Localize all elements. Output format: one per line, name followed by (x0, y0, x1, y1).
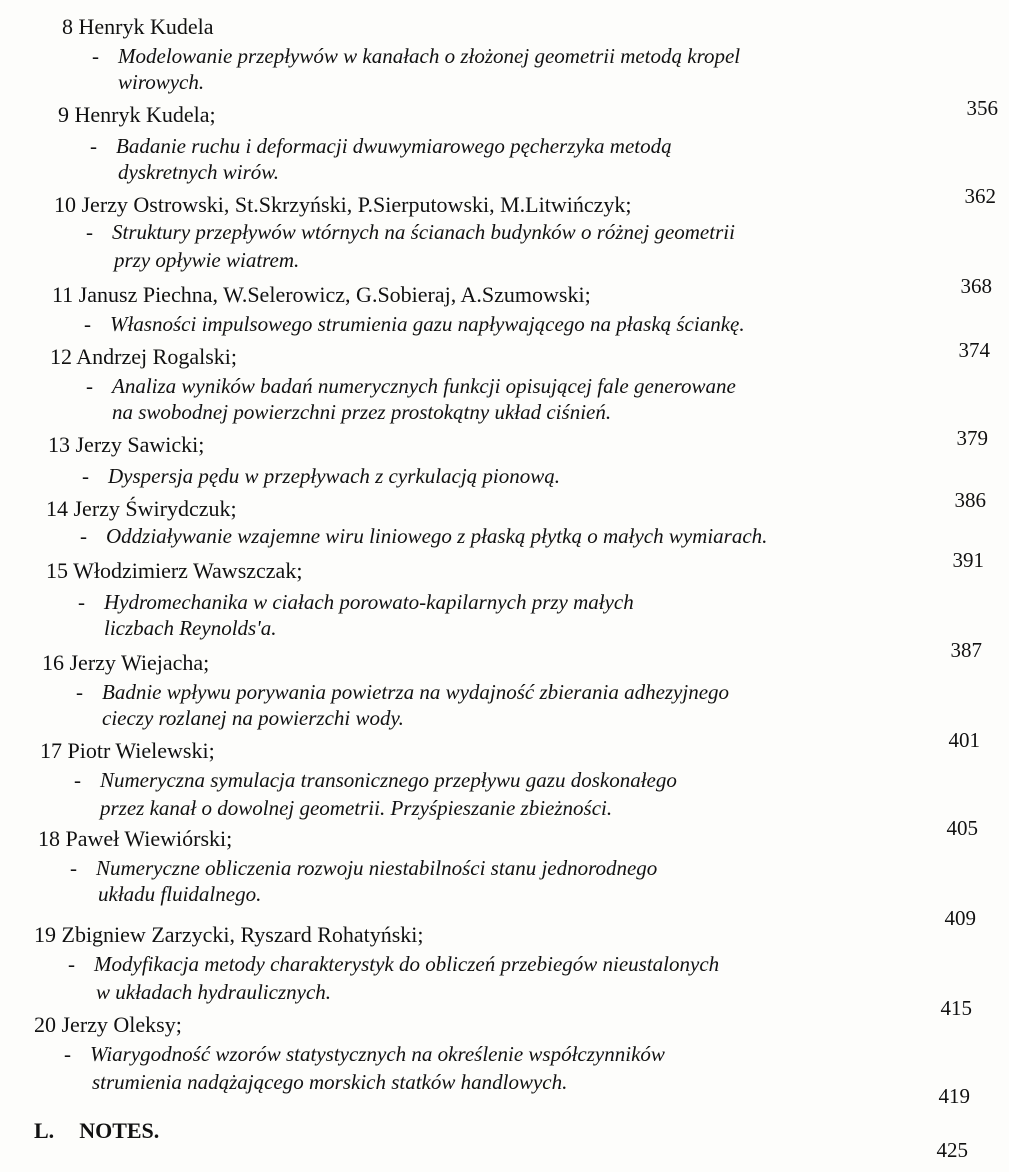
dash: - (82, 464, 89, 488)
title-text: Numeryczne obliczenia rozwoju niestabilności stanu jednorodnego (96, 856, 658, 880)
page-number: 386 (954, 488, 986, 512)
dash: - (74, 768, 81, 792)
page-number: 409 (944, 906, 976, 930)
title-text: Struktury przepływów wtórnych na ścianach budynków o różnej geometrii (112, 220, 735, 244)
title-text: Numeryczna symulacja transonicznego przepływu gazu doskonałego (100, 768, 677, 792)
page-number: 387 (950, 638, 982, 662)
entry-title-line (80, 524, 767, 549)
section-title: NOTES. (79, 1118, 160, 1143)
dash: - (68, 952, 75, 976)
dash: - (86, 220, 93, 244)
entry-author: 8 Henryk Kudela (62, 14, 214, 39)
entry-author: 10 Jerzy Ostrowski, St.Skrzyński, P.Sierputowski, M.Litwińczyk; (54, 192, 632, 217)
dash: - (76, 680, 83, 704)
entry-title-line: strumienia nadążającego morskich statków handlowych. (92, 1070, 568, 1094)
section-letter: L. (34, 1118, 55, 1143)
entry-title-line: liczbach Reynolds'a. (104, 616, 277, 640)
entry-title-line: wirowych. (118, 70, 205, 94)
entry-title-line: w układach hydraulicznych. (96, 980, 332, 1004)
entry-title-line: na swobodnej powierzchni przez prostokątny układ ciśnień. (112, 400, 612, 424)
entry-title-line (70, 856, 657, 881)
entry-title-line (82, 464, 560, 489)
title-text: Dyspersja pędu w przepływach z cyrkulacją pionową. (108, 464, 561, 488)
page-number: 401 (948, 728, 980, 752)
title-text: Wiarygodność wzorów statystycznych na określenie współczynników (90, 1042, 665, 1066)
entry-author: 11 Janusz Piechna, W.Selerowicz, G.Sobieraj, A.Szumowski; (52, 282, 591, 307)
entry-title-line: cieczy rozlanej na powierzchi wody. (102, 706, 404, 730)
entry-title-line (90, 134, 672, 159)
entry-author: 18 Paweł Wiewiórski; (38, 826, 233, 851)
entry-title-line (74, 768, 677, 793)
entry-title-line: przez kanał o dowolnej geometrii. Przyśpieszanie zbieżności. (100, 796, 613, 820)
entry-title-line (86, 374, 736, 399)
title-text: Badanie ruchu i deformacji dwuwymiarowego pęcherzyka metodą (116, 134, 672, 158)
page-number: 419 (938, 1084, 970, 1108)
title-text: Własności impulsowego strumienia gazu napływającego na płaską ściankę. (110, 312, 745, 336)
dash: - (90, 134, 97, 158)
page-number: 415 (940, 996, 972, 1020)
entry-author: 20 Jerzy Oleksy; (34, 1012, 182, 1037)
entry-author: 15 Włodzimierz Wawszczak; (46, 558, 303, 583)
page-number: 374 (958, 338, 990, 362)
entry-title-line (68, 952, 719, 977)
page-number: 356 (966, 96, 998, 120)
entry-author: 19 Zbigniew Zarzycki, Ryszard Rohatyński; (34, 922, 424, 947)
entry-author: 13 Jerzy Sawicki; (48, 432, 205, 457)
entry-title-line (78, 590, 634, 615)
title-text: Badnie wpływu porywania powietrza na wydajność zbierania adhezyjnego (102, 680, 730, 704)
title-text: Hydromechanika w ciałach porowato-kapilarnych przy małych (104, 590, 634, 614)
dash: - (92, 44, 99, 68)
page-number: 368 (960, 274, 992, 298)
title-text: Modyfikacja metody charakterystyk do obliczeń przebiegów nieustalonych (94, 952, 720, 976)
page-number: 379 (956, 426, 988, 450)
dash: - (86, 374, 93, 398)
dash: - (84, 312, 91, 336)
entry-author: 9 Henryk Kudela; (58, 102, 216, 127)
entry-title-line: dyskretnych wirów. (118, 160, 279, 184)
entry-title-line (92, 44, 740, 69)
page-number: 425 (936, 1138, 968, 1162)
entry-title-line: przy opływie wiatrem. (114, 248, 300, 272)
dash: - (78, 590, 85, 614)
entry-title-line: układu fluidalnego. (98, 882, 262, 906)
entry-author: 14 Jerzy Świrydczuk; (46, 496, 237, 521)
title-text: Oddziaływanie wzajemne wiru liniowego z płaską płytką o małych wymiarach. (106, 524, 768, 548)
entry-title-line (76, 680, 729, 705)
page-number: 362 (964, 184, 996, 208)
dash: - (64, 1042, 71, 1066)
dash: - (70, 856, 77, 880)
entry-title-line (64, 1042, 665, 1067)
section-heading (34, 1118, 159, 1144)
title-text: Analiza wyników badań numerycznych funkcji opisującej fale generowane (112, 374, 736, 398)
page-number: 391 (952, 548, 984, 572)
title-text: Modelowanie przepływów w kanałach o złożonej geometrii metodą kropel (118, 44, 741, 68)
entry-author: 12 Andrzej Rogalski; (50, 344, 237, 369)
entry-title-line (84, 312, 745, 337)
page-number: 405 (946, 816, 978, 840)
entry-title-line (86, 220, 735, 245)
entry-author: 17 Piotr Wielewski; (40, 738, 215, 763)
dash: - (80, 524, 87, 548)
entry-author: 16 Jerzy Wiejacha; (42, 650, 210, 675)
